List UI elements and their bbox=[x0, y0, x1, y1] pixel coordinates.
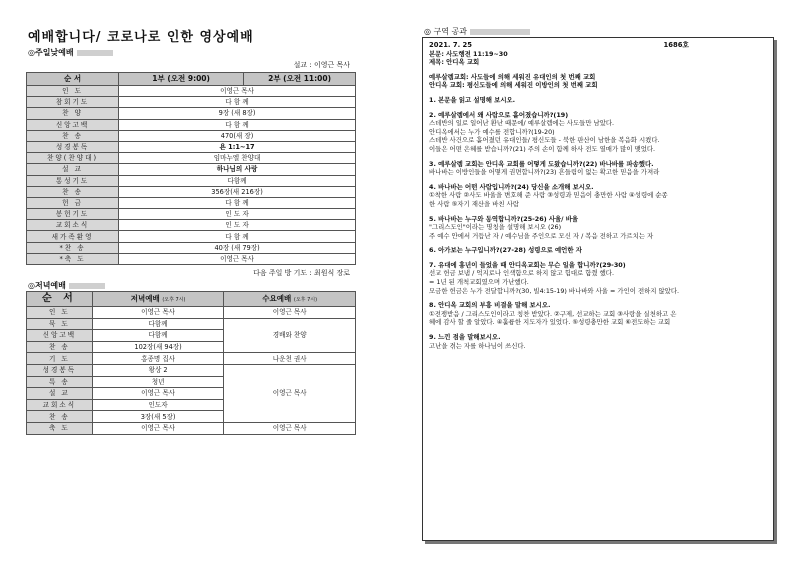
table-row bbox=[27, 164, 356, 175]
row-label: 교회소식 bbox=[27, 399, 93, 411]
preacher-line: 설교 : 이영근 목사 bbox=[293, 61, 350, 69]
study-line: 스데반 사건으로 흩어졌던 유대인들/ 평신도들 - 북한 판산이 남한을 복음화 시켰다. bbox=[429, 136, 660, 145]
bulletin-left-page bbox=[26, 26, 356, 435]
row-value: 이영근 목사 bbox=[119, 86, 356, 97]
study-line: 주 예수 안에서 거듭난 자 / 예수님을 주인으로 모신 자 / 복음 전하고 가르치는 자 bbox=[429, 231, 654, 240]
study-line: 이들은 어떤 은혜를 받습니까?(21) 주의 손이 함께 하사 전도 열매가 많이 맺었다. bbox=[429, 144, 656, 153]
row-value: 하나님의 사랑 bbox=[119, 164, 356, 175]
study-header bbox=[429, 41, 689, 50]
table-row bbox=[27, 253, 356, 264]
row-label: 헌 금 bbox=[27, 197, 119, 208]
page-title: 예배합니다/ 코로나로 인한 영상예배 bbox=[28, 30, 254, 45]
evening-value: 인도자 bbox=[92, 399, 224, 411]
wednesday-value: 나운천 권사 bbox=[224, 353, 356, 365]
table-row bbox=[27, 108, 356, 119]
row-label: 인 도 bbox=[27, 86, 119, 97]
wednesday-value: 이영근 목사 bbox=[224, 364, 356, 422]
row-label: *찬 송 bbox=[27, 242, 119, 253]
study-line: 고난을 겪는 자를 하나님이 쓰신다. bbox=[429, 341, 526, 350]
row-label: 찬 송 bbox=[27, 130, 119, 141]
study-line: 9. 느낀 점을 말해보시오. bbox=[429, 333, 501, 342]
study-line: 선교 헌금 보냄 / 억지로나 인색함으로 하지 않고 힘대로 함꼈 했다. bbox=[429, 269, 615, 278]
study-line: 모금한 헌금은 누가 전달합니까?(30, 빌4:15-19) 바나바와 사울 = 가인이 전하지 않았다. bbox=[429, 286, 680, 295]
evening-section-label: ◎저녁예배 bbox=[28, 281, 66, 290]
study-line: 혜에 감사 할 줄 알았다. ④훌륭한 지도자가 있었다. ⑤성령충만한 교회 ⑥전도하는 교회 bbox=[429, 318, 671, 327]
table-row bbox=[27, 209, 356, 220]
sunday-order-table bbox=[26, 72, 356, 265]
row-label: 묵 도 bbox=[27, 318, 93, 330]
table-row bbox=[27, 422, 356, 434]
row-label: 찬 양 bbox=[27, 108, 119, 119]
table-row bbox=[27, 186, 356, 197]
row-label: 성경봉독 bbox=[27, 141, 119, 152]
wednesday-value: 경배와 찬양 bbox=[224, 318, 356, 353]
evening-value: 102장(새 94장) bbox=[92, 341, 224, 353]
row-value: 9장 (새 8장) bbox=[119, 108, 356, 119]
study-section-heading bbox=[424, 26, 774, 37]
table-row bbox=[27, 307, 356, 319]
row-label: 신앙고백 bbox=[27, 119, 119, 130]
header-order: 순 서 bbox=[27, 292, 93, 307]
section-bar bbox=[470, 29, 530, 35]
study-section-label: ◎ 구역 공과 bbox=[424, 27, 467, 36]
study-line: ①전쟁받음 / 그리스도인이라고 칭찬 받았다. ②구제, 선교하는 교회 ③사랑을 실천하고 은 bbox=[429, 309, 677, 318]
row-value: 인 도 자 bbox=[119, 220, 356, 231]
row-label: 통성기도 bbox=[27, 175, 119, 186]
row-value: 470(새 장) bbox=[119, 130, 356, 141]
row-label: 찬 송 bbox=[27, 411, 93, 423]
evening-value: 다함께 bbox=[92, 318, 224, 330]
next-prayer-line: 다음 주일 방 기도 : 최원식 장로 bbox=[253, 269, 350, 277]
table-row bbox=[27, 97, 356, 108]
evening-value: 다함께 bbox=[92, 330, 224, 342]
table-row bbox=[27, 197, 356, 208]
table-row bbox=[27, 119, 356, 130]
scripture-text: 본문: 사도행전 11:19~30 bbox=[429, 49, 508, 58]
row-value: 다 함 께 bbox=[119, 197, 356, 208]
table-row bbox=[27, 353, 356, 365]
row-label: 찬 송 bbox=[27, 341, 93, 353]
sunday-section-label: ◎주일낮예배 bbox=[28, 48, 74, 57]
table-row bbox=[27, 86, 356, 97]
table-row bbox=[27, 141, 356, 152]
header-first-service: 1부 (오전 9:00) bbox=[119, 73, 244, 86]
study-line: 7. 유대에 흉년이 들었을 때 안디옥교회는 무슨 일을 합니까?(29-30) bbox=[429, 260, 626, 269]
study-line: 스데반의 일로 일어난 환난 때문에/ 예루살렘에는 사도들만 남았다. bbox=[429, 119, 615, 128]
row-value: 다 함 께 bbox=[119, 231, 356, 242]
table-row bbox=[27, 175, 356, 186]
header-evening: 저녁예배 (오후 7시) bbox=[92, 292, 224, 307]
study-date: 2021. 7. 25 bbox=[429, 41, 473, 49]
evening-order-table bbox=[26, 291, 356, 435]
row-label: 봉헌기도 bbox=[27, 209, 119, 220]
header-order: 순 서 bbox=[27, 73, 119, 86]
section-bar bbox=[77, 50, 113, 56]
study-topic: 제목: 안디옥 교회 bbox=[429, 58, 480, 67]
row-label: *축 도 bbox=[27, 253, 119, 264]
evening-value: 이영근 목사 bbox=[92, 307, 224, 319]
row-value: 임마누엘 찬양대 bbox=[119, 153, 356, 164]
evening-value: 이영근 목사 bbox=[92, 388, 224, 400]
row-value: 다 함 께 bbox=[119, 119, 356, 130]
row-value: 356장(새 216장) bbox=[119, 186, 356, 197]
header-second-service: 2부 (오전 11:00) bbox=[244, 73, 356, 86]
row-value: 다함께 bbox=[119, 175, 356, 186]
study-line: 6. 아가보는 누구입니까?(27-28) 성령으로 예언한 자 bbox=[429, 246, 582, 255]
study-line: 5. 바나바는 누구와 동역합니까?(25-26) 사울/ 바울 bbox=[429, 214, 579, 223]
table-row bbox=[27, 318, 356, 330]
evening-section-heading bbox=[28, 280, 356, 291]
table-row bbox=[27, 220, 356, 231]
row-value: 욘 1:1~17 bbox=[119, 141, 356, 152]
table-row bbox=[27, 364, 356, 376]
row-label: 찬 송 bbox=[27, 186, 119, 197]
row-label: 성경봉독 bbox=[27, 364, 93, 376]
study-content bbox=[429, 73, 767, 350]
table-row bbox=[27, 231, 356, 242]
row-value: 40장 (새 79장) bbox=[119, 242, 356, 253]
bulletin-right-page bbox=[422, 26, 774, 541]
study-line: 예루살렘교회: 사도들에 의해 세워진 유대인의 첫 번째 교회 bbox=[429, 72, 596, 81]
row-label: 인 도 bbox=[27, 307, 93, 319]
evening-value: 이영근 목사 bbox=[92, 422, 224, 434]
table-row bbox=[27, 153, 356, 164]
row-label: 축 도 bbox=[27, 422, 93, 434]
study-line: 4. 바나바는 어떤 사람입니까?(24) 당신을 소개해 보시오. bbox=[429, 182, 594, 191]
wednesday-value: 이영근 목사 bbox=[224, 422, 356, 434]
section-bar bbox=[69, 283, 105, 289]
row-value: 다 함 께 bbox=[119, 97, 356, 108]
row-value: 이영근 목사 bbox=[119, 253, 356, 264]
row-label: 찬양(찬양대) bbox=[27, 153, 119, 164]
study-line: 3. 예루살렘 교회는 안디옥 교회를 어떻게 도왔습니까?(22) 바나바를 파송했다. bbox=[429, 159, 654, 168]
evening-value: 왕상 2 bbox=[92, 364, 224, 376]
study-line: 안디옥 교회: 평신도들에 의해 세워진 이방인의 첫 번째 교회 bbox=[429, 81, 598, 90]
row-label: 신앙고백 bbox=[27, 330, 93, 342]
sunday-section-heading bbox=[28, 47, 356, 58]
study-box bbox=[422, 37, 774, 541]
table-header-row bbox=[27, 73, 356, 86]
study-line: 1. 본문을 읽고 설명해 보시오. bbox=[429, 95, 516, 104]
row-label: 참회기도 bbox=[27, 97, 119, 108]
issue-number: 1686호 bbox=[663, 41, 689, 49]
study-line: = 1년 된 개척교회였으며 가난했다. bbox=[429, 278, 529, 287]
study-line: 2. 예루살렘에서 왜 사람으로 흩어졌습니까?(19) bbox=[429, 110, 569, 119]
evening-value: 3장(새 5장) bbox=[92, 411, 224, 423]
wednesday-value: 이영근 목사 bbox=[224, 307, 356, 319]
row-label: 특 송 bbox=[27, 376, 93, 388]
table-header-row bbox=[27, 292, 356, 307]
row-label: 기 도 bbox=[27, 353, 93, 365]
evening-value: 홍종명 집사 bbox=[92, 353, 224, 365]
table-row bbox=[27, 130, 356, 141]
table-row bbox=[27, 242, 356, 253]
study-line: 안디옥에서는 누가 예수를 전합니까?(19-20) bbox=[429, 127, 555, 136]
study-line: ①착한 사람 ②사도 바울을 변호해 준 사람 ③성령과 믿음이 충만한 사람 ④성령에 순종 bbox=[429, 191, 668, 200]
row-label: 교회소식 bbox=[27, 220, 119, 231]
row-label: 새가족환영 bbox=[27, 231, 119, 242]
study-line: 바나바는 이방인들을 어떻게 권면합니까?(23) 흔들림이 없는 확고한 믿음을 가져라 bbox=[429, 168, 660, 177]
header-wednesday: 수요예배 (오후 7시) bbox=[224, 292, 356, 307]
row-label: 설 교 bbox=[27, 388, 93, 400]
study-line: 8. 안디옥 교회의 부흥 비결을 말해 보시오. bbox=[429, 301, 551, 310]
row-value: 인 도 자 bbox=[119, 209, 356, 220]
study-line: "그리스도인"이라는 명칭을 설명해 보시오 (26) bbox=[429, 223, 562, 232]
study-line: 한 사람 ⑤자기 재산을 바친 사람 bbox=[429, 199, 519, 208]
row-label: 설 교 bbox=[27, 164, 119, 175]
evening-value: 청년 bbox=[92, 376, 224, 388]
